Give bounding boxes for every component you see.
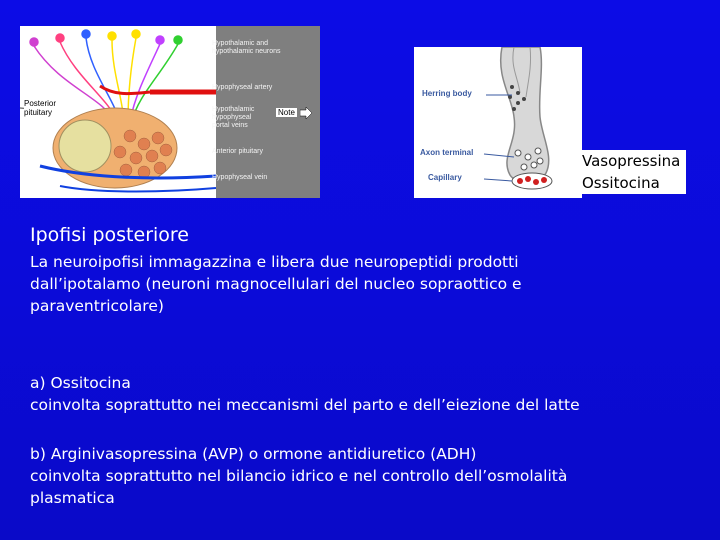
intro-line: paraventricolare) — [30, 297, 164, 315]
axon-terminal-label: Axon terminal — [420, 148, 474, 157]
hormone-ossitocina: Ossitocina — [582, 174, 660, 192]
item-b-line: plasmatica — [30, 489, 115, 507]
hormone-vasopressina: Vasopressina — [582, 152, 681, 170]
item-b-heading: b) Arginivasopressina (AVP) o ormone antidiuretico (ADH) — [30, 445, 477, 463]
axon-terminal-diagram — [414, 47, 582, 198]
item-b-paragraph — [30, 443, 710, 509]
item-a-heading: a) Ossitocina — [30, 374, 131, 392]
hypophyseal-artery-label: Hypophyseal artery — [212, 84, 273, 91]
posterior-pituitary-label: Posterior pituitary — [24, 99, 70, 117]
capillary-label: Capillary — [428, 173, 462, 182]
hypophyseal-vein-label: Hypophyseal vein — [212, 174, 268, 181]
intro-line: La neuroipofisi immagazzina e libera due neuropeptidi prodotti — [30, 253, 519, 271]
herring-body-label: Herring body — [422, 89, 472, 98]
arrow-right-icon — [300, 107, 312, 119]
posterior-lobe — [59, 120, 111, 172]
item-b-line: coinvolta soprattutto nel bilancio idrico e nel controllo dell’osmolalità — [30, 467, 568, 485]
hypothalamic-neurons-label: Hypothalamic and hypothalamic neurons — [212, 40, 281, 55]
item-a-line: coinvolta soprattutto nei meccanismi del parto e dell’eiezione del latte — [30, 396, 580, 414]
note-label: Note — [278, 108, 295, 117]
anterior-pituitary-label: Anterior pituitary — [212, 148, 263, 155]
portal-veins-label: Hypothalamic hypophyseal portal veins — [212, 106, 255, 129]
hormones-box — [581, 150, 686, 194]
intro-paragraph — [30, 251, 710, 317]
item-a-paragraph — [30, 372, 710, 416]
intro-line: dall’ipotalamo (neuroni magnocellulari del nucleo sopraottico e — [30, 275, 522, 293]
slide-title: Ipofisi posteriore — [30, 224, 189, 246]
pituitary-diagram — [20, 26, 320, 198]
